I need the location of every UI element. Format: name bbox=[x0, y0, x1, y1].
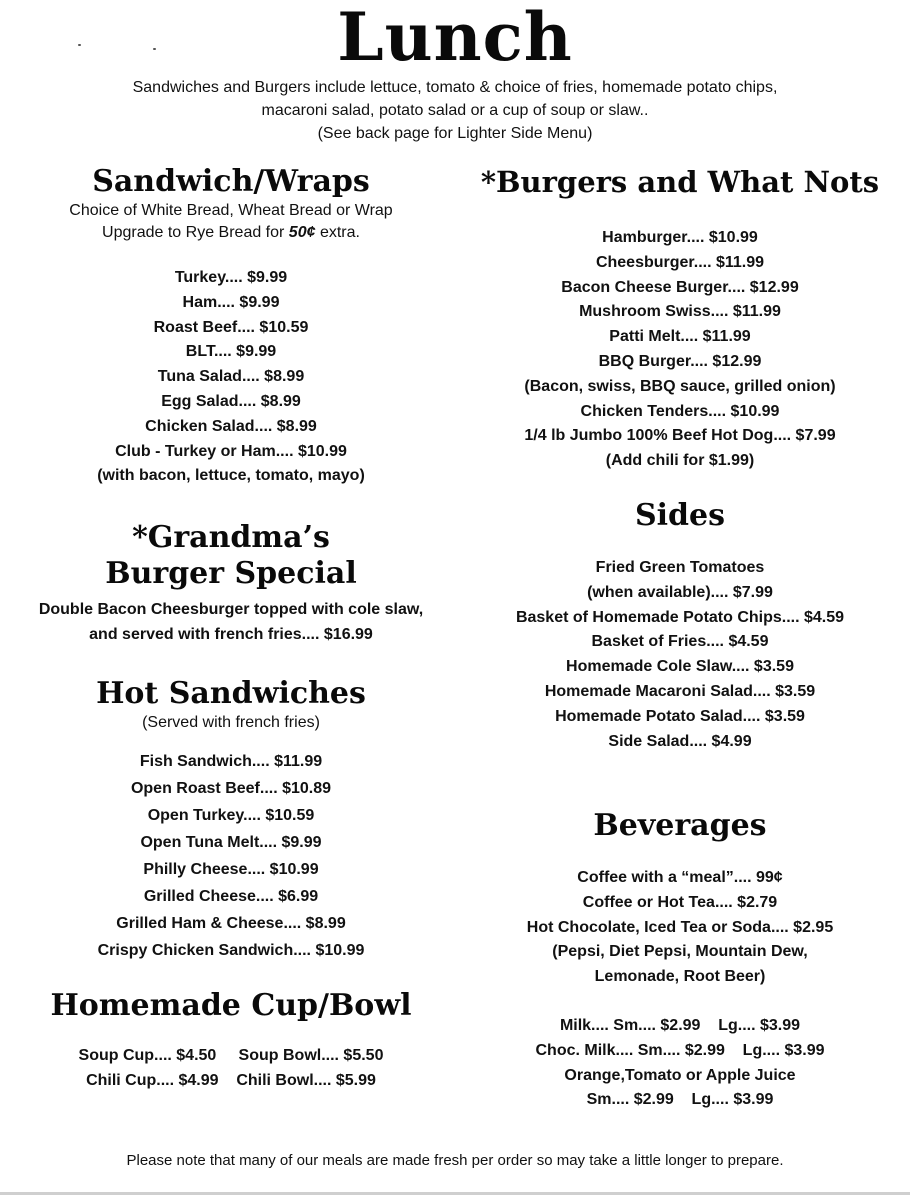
menu-item: Chicken Salad.... $8.99 bbox=[145, 417, 317, 435]
menu-item: Milk.... Sm.... $2.99 Lg.... $3.99 bbox=[559, 1016, 801, 1034]
menu-item: Homemade Cole Slaw.... $3.59 bbox=[566, 658, 794, 676]
note-text: extra. bbox=[315, 224, 360, 241]
menu-item: Coffee or Hot Tea.... $2.79 bbox=[582, 893, 778, 911]
section-sandwich-wraps bbox=[0, 164, 462, 489]
section-note: (Served with french fries) bbox=[142, 714, 320, 731]
menu-item: Turkey.... $9.99 bbox=[174, 269, 288, 286]
menu-item-note: (with bacon, lettuce, tomato, mayo) bbox=[97, 467, 365, 485]
section-cup-bowl bbox=[0, 988, 462, 1094]
section-hot-sandwiches bbox=[0, 676, 462, 964]
menu-item: and served with french fries.... $16.99 bbox=[89, 625, 373, 643]
menu-item: Ham.... $9.99 bbox=[182, 293, 280, 311]
menu-item: Orange,Tomato or Apple Juice bbox=[564, 1066, 796, 1084]
section-heading: Beverages bbox=[593, 808, 767, 843]
section-heading: Homemade Cup/Bowl bbox=[50, 988, 412, 1023]
menu-item: Hamburger.... $10.99 bbox=[602, 229, 758, 246]
menu-item: Basket of Fries.... $4.59 bbox=[591, 633, 769, 651]
menu-item: Fried Green Tomatoes bbox=[595, 559, 765, 576]
menu-item: 1/4 lb Jumbo 100% Beef Hot Dog.... $7.99 bbox=[524, 427, 836, 445]
menu-item: Hot Chocolate, Iced Tea or Soda.... $2.95 bbox=[526, 918, 834, 936]
menu-item: Coffee with a “meal”.... 99¢ bbox=[577, 869, 783, 886]
menu-item: Choc. Milk.... Sm.... $2.99 Lg.... $3.99 bbox=[535, 1041, 825, 1059]
section-note: Choice of White Bread, Wheat Bread or Wrap bbox=[69, 202, 393, 219]
page-title: Lunch bbox=[337, 0, 573, 76]
menu-item: Egg Salad.... $8.99 bbox=[161, 392, 301, 410]
section-heading: Sandwich/Wraps bbox=[92, 164, 370, 199]
section-heading: Burger Special bbox=[105, 556, 357, 591]
menu-item: Bacon Cheese Burger.... $12.99 bbox=[561, 278, 799, 296]
menu-item: BBQ Burger.... $12.99 bbox=[598, 352, 762, 370]
menu-item-note: Lemonade, Root Beer) bbox=[594, 968, 766, 986]
menu-item: Side Salad.... $4.99 bbox=[608, 732, 752, 750]
section-grandmas-special bbox=[0, 520, 462, 648]
note-text: Upgrade to Rye Bread for bbox=[102, 224, 289, 241]
footer-note: Please note that many of our meals are made fresh per order so may take a little longer to prepare. bbox=[126, 1152, 784, 1169]
section-heading: *Burgers and What Nots bbox=[480, 165, 880, 199]
menu-item: Open Turkey.... $10.59 bbox=[147, 807, 315, 824]
intro-line: (See back page for Lighter Side Menu) bbox=[317, 125, 593, 142]
menu-item-note: (Add chili for $1.99) bbox=[605, 452, 755, 470]
menu-item: Grilled Cheese.... $6.99 bbox=[143, 888, 319, 905]
menu-item: Soup Cup.... $4.50 Soup Bowl.... $5.50 bbox=[78, 1047, 384, 1064]
section-sides bbox=[452, 498, 908, 754]
menu-item: Crispy Chicken Sandwich.... $10.99 bbox=[97, 942, 365, 959]
upgrade-price: 50¢ bbox=[288, 224, 316, 241]
menu-item: (when available).... $7.99 bbox=[587, 583, 773, 601]
menu-item: Roast Beef.... $10.59 bbox=[153, 318, 309, 336]
section-beverages bbox=[452, 808, 908, 1113]
intro-line: Sandwiches and Burgers include lettuce, tomato & choice of fries, homemade potato chips, bbox=[132, 79, 778, 96]
intro-text bbox=[0, 76, 910, 145]
menu-item: Mushroom Swiss.... $11.99 bbox=[579, 303, 781, 321]
menu-item: Homemade Potato Salad.... $3.59 bbox=[555, 707, 805, 725]
menu-item: Double Bacon Cheesburger topped with cole slaw, bbox=[38, 601, 424, 618]
section-heading: Sides bbox=[634, 498, 725, 533]
menu-item: BLT.... $9.99 bbox=[185, 343, 277, 361]
menu-item: Homemade Macaroni Salad.... $3.59 bbox=[544, 682, 816, 700]
intro-line: macaroni salad, potato salad or a cup of soup or slaw.. bbox=[261, 102, 649, 119]
menu-item: Philly Cheese.... $10.99 bbox=[143, 861, 319, 878]
menu-item-note: (Bacon, swiss, BBQ sauce, grilled onion) bbox=[524, 377, 836, 395]
section-burgers bbox=[452, 164, 908, 474]
section-heading: *Grandma’s bbox=[132, 520, 330, 555]
menu-item: Cheesburger.... $11.99 bbox=[595, 253, 765, 271]
menu-item: Fish Sandwich.... $11.99 bbox=[139, 753, 323, 770]
menu-item: Chicken Tenders.... $10.99 bbox=[580, 402, 780, 420]
scan-edge bbox=[0, 1192, 910, 1195]
menu-item: Chili Cup.... $4.99 Chili Bowl.... $5.99 bbox=[86, 1071, 376, 1089]
menu-item: Basket of Homemade Potato Chips.... $4.59 bbox=[515, 608, 845, 626]
menu-item: Patti Melt.... $11.99 bbox=[609, 328, 751, 346]
menu-item: Open Tuna Melt.... $9.99 bbox=[140, 834, 322, 851]
section-note bbox=[0, 222, 462, 244]
menu-item: Open Roast Beef.... $10.89 bbox=[130, 780, 332, 797]
menu-item: Grilled Ham & Cheese.... $8.99 bbox=[116, 915, 346, 932]
menu-item-note: (Pepsi, Diet Pepsi, Mountain Dew, bbox=[552, 943, 808, 961]
menu-item: Tuna Salad.... $8.99 bbox=[157, 368, 305, 386]
section-heading: Hot Sandwiches bbox=[96, 676, 366, 711]
menu-item: Sm.... $2.99 Lg.... $3.99 bbox=[586, 1091, 774, 1109]
menu-item: Club - Turkey or Ham.... $10.99 bbox=[115, 442, 347, 460]
